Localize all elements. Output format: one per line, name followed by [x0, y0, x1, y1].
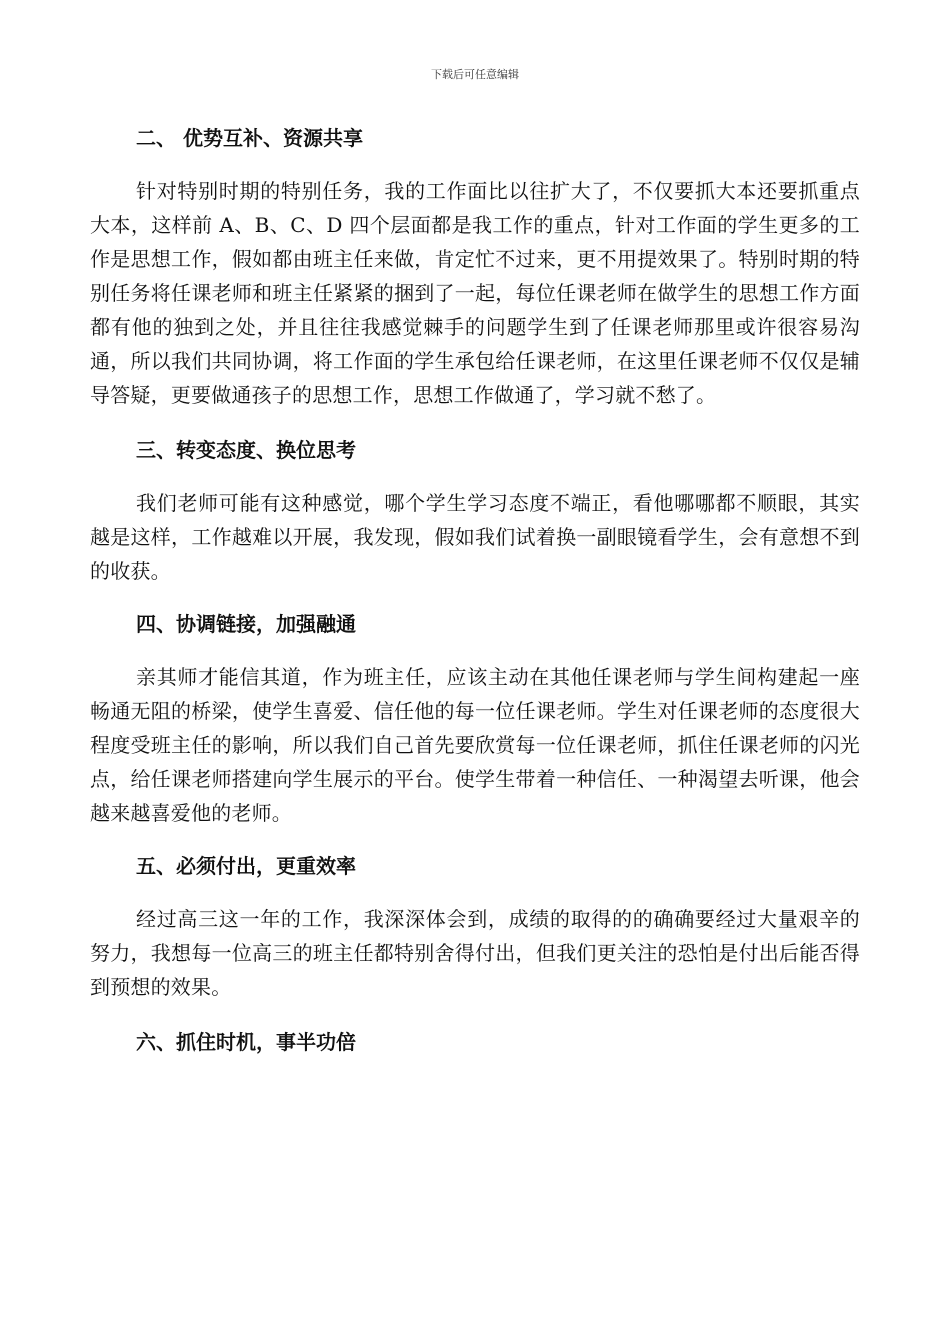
section-heading-2: 二、 优势互补、资源共享: [136, 126, 363, 150]
section-heading-6: 六、抓住时机，事半功倍: [136, 1030, 356, 1054]
section-paragraph-2: 针对特别时期的特别任务，我的工作面比以往扩大了，不仅要抓大本还要抓重点大本，这样前 A、B、C、D 四个层面都是我工作的重点，针对工作面的学生更多的工作是思想工作，假如都由班主任来做，肯定忙不过来，更不用提效果了。特别时期的特别任务将任课老师和班主任紧紧的捆到了一起，每位任课老师在做学生的思想工作方面都有他的独到之处，并且往往我感觉棘手的问题学生到了任课老师那里或许很容易沟通，所以我们共同协调，将工作面的学生承包给任课老师，在这里任课老师不仅仅是辅导答疑，更要做通孩子的思想工作，思想工作做通了，学习就不愁了。: [90, 179, 860, 407]
section-heading-4: 四、协调链接，加强融通: [136, 612, 356, 636]
section-paragraph-4: 亲其师才能信其道，作为班主任，应该主动在其他任课老师与学生间构建起一座畅通无阻的桥梁，使学生喜爱、信任他的每一位任课老师。学生对任课老师的态度很大程度受班主任的影响，所以我们自己首先要欣赏每一位任课老师，抓住任课老师的闪光点，给任课老师搭建向学生展示的平台。使学生带着一种信任、一种渴望去听课，他会越来越喜爱他的老师。: [90, 665, 860, 825]
section-paragraph-3: 我们老师可能有这种感觉，哪个学生学习态度不端正，看他哪哪都不顺眼，其实越是这样，工作越难以开展，我发现，假如我们试着换一副眼镜看学生，会有意想不到的收获。: [90, 491, 860, 583]
page-header: 下载后可任意编辑: [431, 68, 519, 81]
section-heading-5: 五、必须付出，更重效率: [136, 854, 356, 878]
section-heading-3: 三、转变态度、换位思考: [136, 438, 356, 462]
section-paragraph-5: 经过高三这一年的工作，我深深体会到，成绩的取得的的确确要经过大量艰辛的努力，我想每一位高三的班主任都特别舍得付出，但我们更关注的恐怕是付出后能否得到预想的效果。: [90, 907, 860, 999]
document-body: [90, 120, 860, 1056]
